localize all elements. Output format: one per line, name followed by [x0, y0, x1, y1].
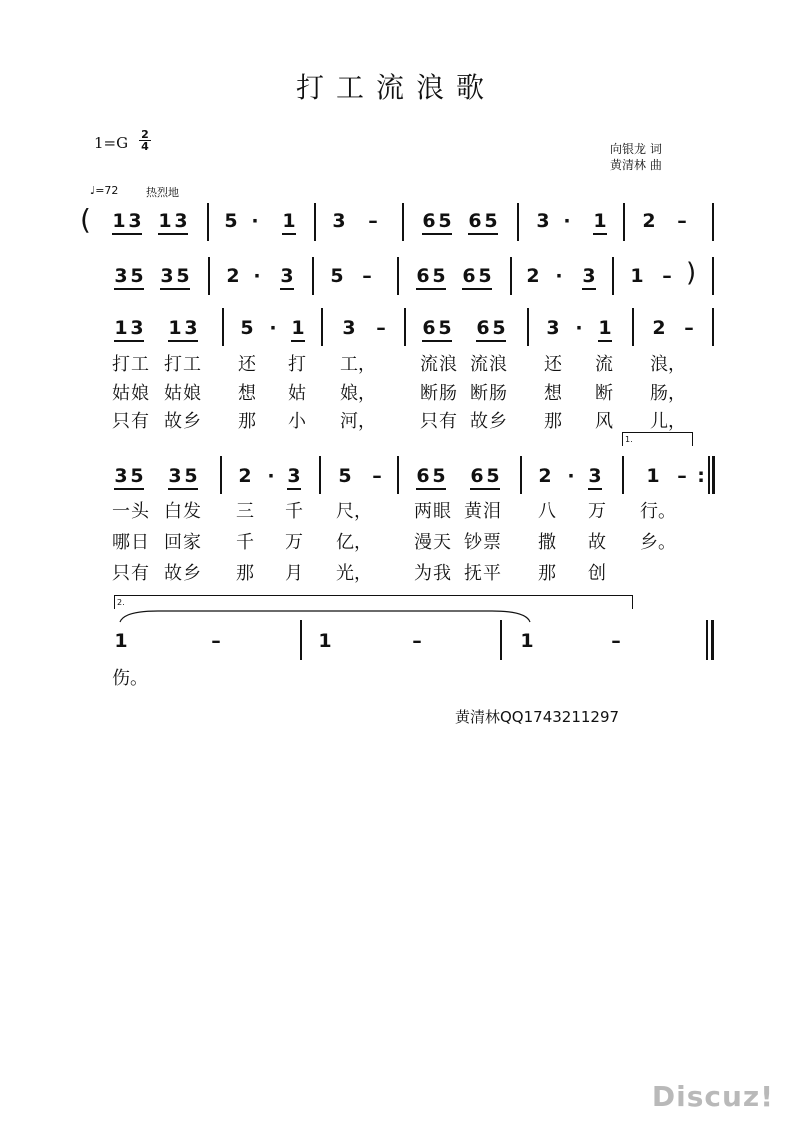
bar-line — [520, 456, 522, 494]
lyric-char: 头 — [131, 501, 149, 522]
underline-beam — [416, 288, 446, 290]
lyric-char: 有 — [439, 411, 457, 432]
volta-bracket-1 — [622, 432, 692, 433]
note: 1 — [593, 210, 607, 232]
lyric-char: 故 — [588, 532, 606, 553]
note: 6 — [422, 210, 436, 232]
lyric-char: 断 — [420, 383, 438, 404]
composer-credit: 黄清林 曲 — [610, 158, 662, 172]
lyric-char: 有 — [131, 411, 149, 432]
lyric-char: 眼 — [433, 501, 451, 522]
note: 1 — [114, 630, 128, 652]
bar-line — [612, 257, 614, 295]
lyric-char: 断 — [595, 383, 613, 404]
lyric-char: 乡 — [489, 411, 507, 432]
lyric-char: 两 — [414, 501, 432, 522]
lyric-char: 流 — [420, 354, 438, 375]
lyric-char: 钞 — [464, 532, 482, 553]
underline-beam — [468, 233, 498, 235]
underline-beam — [470, 488, 500, 490]
note: 1 — [282, 210, 296, 232]
note: 3 — [342, 317, 356, 339]
bar-line — [397, 257, 399, 295]
note: 1 — [318, 630, 332, 652]
key-signature: 1=G — [94, 134, 129, 152]
bar-line — [402, 203, 404, 241]
underline-beam — [160, 288, 190, 290]
bar-line — [312, 257, 314, 295]
dot: · — [267, 465, 275, 487]
repeat-paren-open: ( — [80, 203, 91, 236]
lyric-char: 姑 — [164, 383, 182, 404]
note: 5 — [130, 265, 144, 287]
lyric-char: 还 — [238, 354, 256, 375]
underline-beam — [588, 488, 602, 490]
dash: – — [368, 210, 378, 232]
volta-bracket-1-right — [692, 432, 693, 446]
note: 3 — [536, 210, 550, 232]
lyric-char: 千 — [236, 532, 254, 553]
dash: – — [662, 265, 672, 287]
underline-beam — [598, 340, 612, 342]
lyric-char: 流 — [595, 354, 613, 375]
lyric-char: 那 — [238, 411, 256, 432]
tempo-marking: ♩=72 — [90, 184, 119, 197]
bar-line — [222, 308, 224, 346]
time-signature-bottom: 4 — [141, 140, 149, 153]
note: 6 — [468, 210, 482, 232]
lyric-char: 肠 — [439, 383, 457, 404]
note: 2 — [526, 265, 540, 287]
note: 3 — [114, 465, 128, 487]
bar-line — [623, 203, 625, 241]
lyric-char: 漫 — [414, 532, 432, 553]
bar-line — [708, 456, 710, 494]
lyric-char: 万 — [588, 501, 606, 522]
note: 2 — [538, 465, 552, 487]
lyric-char: 白 — [164, 501, 182, 522]
note: 1 — [520, 630, 534, 652]
bar-line — [706, 620, 708, 660]
lyric-char: 八 — [538, 501, 556, 522]
dot: · — [567, 465, 575, 487]
note: 5 — [438, 317, 452, 339]
lyric-char: 肠， — [650, 383, 686, 404]
note: 6 — [462, 265, 476, 287]
underline-beam — [168, 340, 198, 342]
lyric-char: 有 — [131, 563, 149, 584]
lyric-char: 还 — [544, 354, 562, 375]
lyric-char: 撒 — [538, 532, 556, 553]
lyric-char: 回 — [164, 532, 182, 553]
lyric-char: 月 — [285, 563, 303, 584]
underline-beam — [282, 233, 296, 235]
underline-beam — [593, 233, 607, 235]
lyric-char: 尺， — [336, 501, 372, 522]
note: 5 — [478, 265, 492, 287]
dash: – — [412, 630, 422, 652]
underline-beam — [168, 488, 198, 490]
lyric-char: 千 — [285, 501, 303, 522]
bar-line — [397, 456, 399, 494]
repeat-dots: : — [697, 465, 705, 487]
dash: – — [372, 465, 382, 487]
repeat-end-barline — [712, 456, 715, 494]
note: 1 — [598, 317, 612, 339]
volta-bracket-2 — [114, 595, 632, 596]
note: 1 — [646, 465, 660, 487]
lyric-char: 哪 — [112, 532, 130, 553]
lyric-char: 娘 — [183, 383, 201, 404]
lyric-char: 泪 — [483, 501, 501, 522]
lyric-char: 平 — [483, 563, 501, 584]
underline-beam — [114, 340, 144, 342]
lyric-char: 万 — [285, 532, 303, 553]
note: 3 — [114, 265, 128, 287]
note: 3 — [588, 465, 602, 487]
underline-beam — [158, 233, 188, 235]
lyric-char: 发 — [183, 501, 201, 522]
lyric-char: 浪 — [439, 354, 457, 375]
lyric-char: 打 — [164, 354, 182, 375]
lyric-char: 天 — [433, 532, 451, 553]
note: 5 — [330, 265, 344, 287]
note: 5 — [438, 210, 452, 232]
lyric-char: 故 — [164, 411, 182, 432]
underline-beam — [112, 233, 142, 235]
volta-bracket-2-left — [114, 595, 115, 609]
time-signature — [139, 129, 151, 152]
time-signature-top: 2 — [139, 129, 151, 141]
lyric-char: 浪， — [650, 354, 686, 375]
underline-beam — [114, 288, 144, 290]
final-barline — [711, 620, 714, 660]
signature-contact: 黄清林QQ1743211297 — [455, 708, 620, 726]
dash: – — [211, 630, 221, 652]
note: 5 — [432, 465, 446, 487]
lyricist-credit: 向银龙 词 — [610, 142, 662, 156]
bar-line — [319, 456, 321, 494]
tie-slur — [118, 608, 532, 624]
note: 2 — [226, 265, 240, 287]
bar-line — [632, 308, 634, 346]
lyric-char: 打 — [288, 354, 306, 375]
lyric-char: 工 — [131, 354, 149, 375]
note: 6 — [422, 317, 436, 339]
lyric-char: 乡。 — [640, 532, 676, 553]
lyric-char: 乡 — [183, 411, 201, 432]
note: 3 — [130, 317, 144, 339]
note: 6 — [416, 465, 430, 487]
watermark: Discuz! — [651, 1080, 774, 1113]
bar-line — [321, 308, 323, 346]
bar-line — [300, 620, 302, 660]
lyric-char: 浪 — [489, 354, 507, 375]
underline-beam — [476, 340, 506, 342]
underline-beam — [291, 340, 305, 342]
lyric-char: 三 — [236, 501, 254, 522]
lyric-char: 想 — [544, 383, 562, 404]
lyric-char: 风 — [595, 411, 613, 432]
lyric-char: 河， — [340, 411, 376, 432]
lyric-char: 光， — [336, 563, 372, 584]
note: 5 — [486, 465, 500, 487]
dash: – — [677, 465, 687, 487]
lyric-char: 只 — [112, 563, 130, 584]
score-title: 打工流浪歌 — [295, 71, 496, 104]
note: 3 — [582, 265, 596, 287]
dash: – — [376, 317, 386, 339]
lyric-char: 乡 — [183, 563, 201, 584]
note: 5 — [432, 265, 446, 287]
lyric-char: 那 — [544, 411, 562, 432]
note: 2 — [238, 465, 252, 487]
note: 5 — [176, 265, 190, 287]
volta-1-label: 1. — [625, 435, 633, 444]
dot: · — [253, 265, 261, 287]
bar-line — [712, 203, 714, 241]
note: 5 — [224, 210, 238, 232]
lyric-char: 日 — [131, 532, 149, 553]
underline-beam — [287, 488, 301, 490]
note: 2 — [642, 210, 656, 232]
note: 5 — [492, 317, 506, 339]
bar-line — [220, 456, 222, 494]
volta-bracket-1-left — [622, 432, 623, 446]
lyric-char: 我 — [433, 563, 451, 584]
note: 5 — [338, 465, 352, 487]
lyric-char: 伤。 — [112, 668, 148, 689]
lyric-char: 那 — [538, 563, 556, 584]
bar-line — [517, 203, 519, 241]
lyric-char: 小 — [288, 411, 306, 432]
lyric-char: 姑 — [112, 383, 130, 404]
dot: · — [575, 317, 583, 339]
note: 5 — [184, 465, 198, 487]
lyric-char: 一 — [112, 501, 130, 522]
lyric-char: 创 — [588, 563, 606, 584]
lyric-char: 故 — [164, 563, 182, 584]
underline-beam — [462, 288, 492, 290]
note: 1 — [158, 210, 172, 232]
dot: · — [269, 317, 277, 339]
underline-beam — [422, 340, 452, 342]
lyric-char: 打 — [112, 354, 130, 375]
note: 3 — [332, 210, 346, 232]
expression-marking: 热烈地 — [146, 186, 179, 199]
dash: – — [684, 317, 694, 339]
lyric-char: 行。 — [640, 501, 676, 522]
lyric-char: 娘， — [340, 383, 376, 404]
note: 3 — [168, 465, 182, 487]
dash: – — [362, 265, 372, 287]
repeat-paren-close: ) — [686, 258, 697, 288]
note: 3 — [287, 465, 301, 487]
dot: · — [563, 210, 571, 232]
note: 1 — [630, 265, 644, 287]
lyric-char: 工， — [340, 354, 376, 375]
note: 1 — [168, 317, 182, 339]
lyric-char: 只 — [112, 411, 130, 432]
note: 6 — [470, 465, 484, 487]
note: 1 — [291, 317, 305, 339]
bar-line — [510, 257, 512, 295]
underline-beam — [114, 488, 144, 490]
note: 3 — [546, 317, 560, 339]
dash: – — [677, 210, 687, 232]
note: 2 — [652, 317, 666, 339]
bar-line — [500, 620, 502, 660]
note: 5 — [130, 465, 144, 487]
note: 1 — [112, 210, 126, 232]
lyric-char: 流 — [470, 354, 488, 375]
note: 3 — [128, 210, 142, 232]
bar-line — [208, 257, 210, 295]
bar-line — [314, 203, 316, 241]
bar-line — [404, 308, 406, 346]
underline-beam — [582, 288, 596, 290]
note: 6 — [416, 265, 430, 287]
volta-2-label: 2. — [117, 598, 125, 607]
lyric-char: 工 — [183, 354, 201, 375]
lyric-char: 只 — [420, 411, 438, 432]
bar-line — [712, 308, 714, 346]
lyric-char: 儿， — [650, 411, 686, 432]
lyric-char: 票 — [483, 532, 501, 553]
lyric-char: 娘 — [131, 383, 149, 404]
lyric-char: 为 — [414, 563, 432, 584]
lyric-char: 姑 — [288, 383, 306, 404]
bar-line — [712, 257, 714, 295]
underline-beam — [280, 288, 294, 290]
lyric-char: 抚 — [464, 563, 482, 584]
lyric-char: 故 — [470, 411, 488, 432]
note: 3 — [184, 317, 198, 339]
note: 5 — [240, 317, 254, 339]
lyric-char: 黄 — [464, 501, 482, 522]
underline-beam — [416, 488, 446, 490]
bar-line — [622, 456, 624, 494]
bar-line — [207, 203, 209, 241]
dot: · — [251, 210, 259, 232]
dot: · — [555, 265, 563, 287]
lyric-char: 家 — [183, 532, 201, 553]
note: 5 — [484, 210, 498, 232]
volta-bracket-2-right — [632, 595, 633, 609]
underline-beam — [422, 233, 452, 235]
note: 6 — [476, 317, 490, 339]
lyric-char: 那 — [236, 563, 254, 584]
note: 3 — [160, 265, 174, 287]
lyric-char: 亿， — [336, 532, 372, 553]
note: 3 — [280, 265, 294, 287]
bar-line — [527, 308, 529, 346]
lyric-char: 想 — [238, 383, 256, 404]
lyric-char: 断 — [470, 383, 488, 404]
dash: – — [611, 630, 621, 652]
lyric-char: 肠 — [489, 383, 507, 404]
note: 1 — [114, 317, 128, 339]
note: 3 — [174, 210, 188, 232]
